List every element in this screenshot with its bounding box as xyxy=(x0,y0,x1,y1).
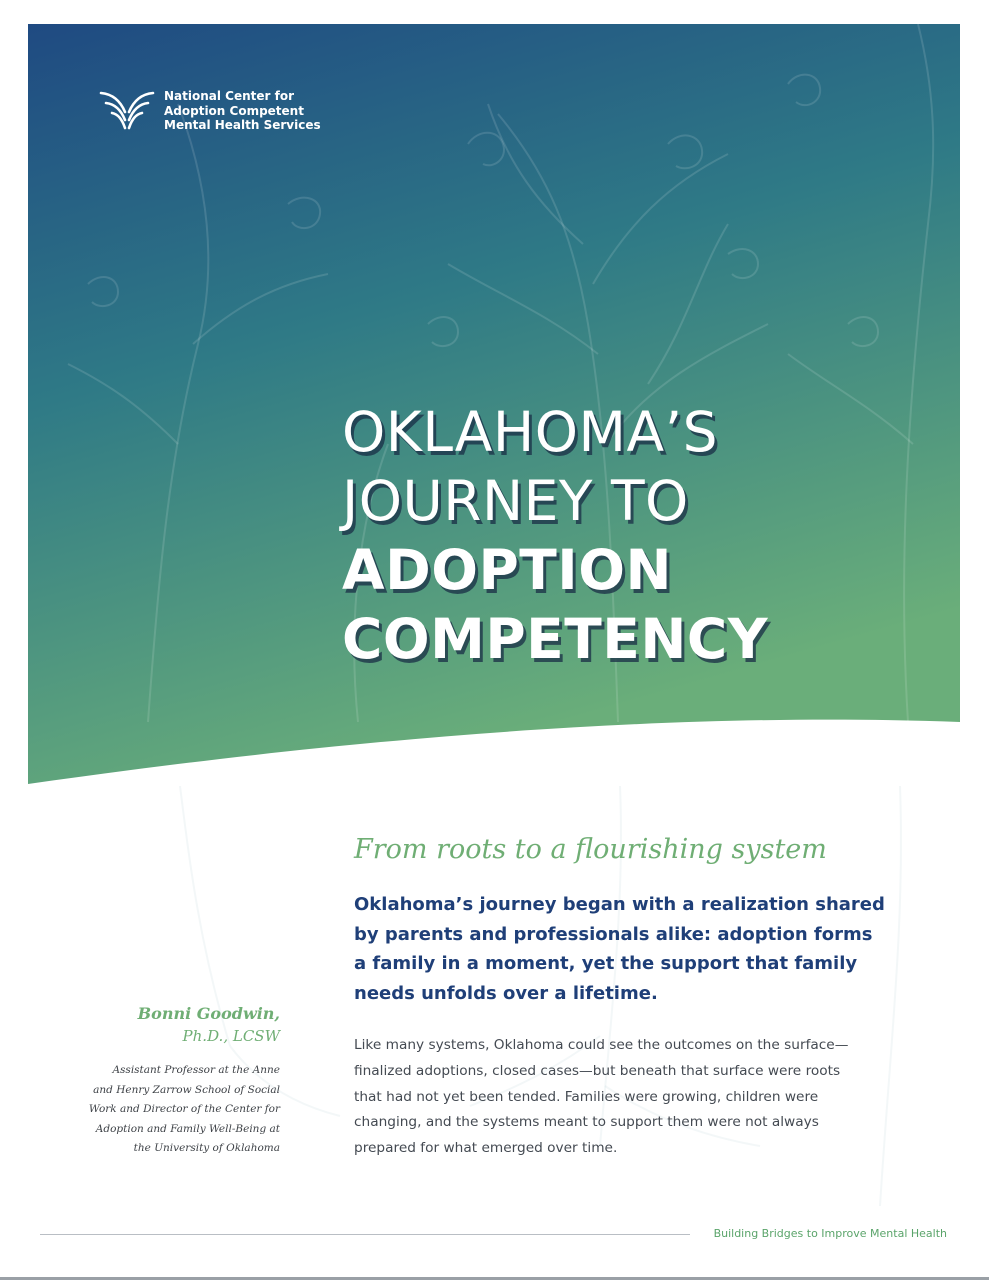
section-subtitle: From roots to a flourishing system xyxy=(354,834,827,865)
org-name xyxy=(164,89,321,133)
author-block xyxy=(89,1003,280,1159)
lead-paragraph: Oklahoma’s journey began with a realization shared by parents and professionals alike: adoption forms a family in a moment, yet the support that family needs unfolds over a lifetime. xyxy=(354,894,885,1004)
title-line-1: OKLAHOMA’S xyxy=(342,400,719,464)
footer-tagline: Building Bridges to Improve Mental Health xyxy=(713,1227,947,1240)
footer-divider xyxy=(40,1234,690,1235)
org-name-line-3: Mental Health Services xyxy=(164,118,321,132)
org-logo xyxy=(98,88,321,133)
org-name-line-1: National Center for xyxy=(164,89,295,103)
author-credentials: Ph.D., LCSW xyxy=(182,1027,280,1045)
body-paragraph: Like many systems, Oklahoma could see the outcomes on the surface— finalized adoptions, closed cases—but beneath that surface were roots that had not yet been tended. Families were growing, children were changing, and the systems meant to support them were not always prepared for what emerged over time. xyxy=(354,1037,849,1157)
org-name-line-2: Adoption Competent xyxy=(164,103,304,118)
hands-arch-icon xyxy=(98,88,156,132)
title-line-2: JOURNEY TO xyxy=(342,469,689,533)
page-title xyxy=(342,398,768,674)
title-line-4: COMPETENCY xyxy=(342,607,769,671)
author-bio: Assistant Professor at the Anne and Henry Zarrow School of Social Work and Director of the Center for Adoption and Family Well-Being at the University of Oklahoma xyxy=(88,1064,280,1154)
author-name: Bonni Goodwin, xyxy=(137,1004,280,1023)
title-line-3: ADOPTION xyxy=(342,538,673,602)
